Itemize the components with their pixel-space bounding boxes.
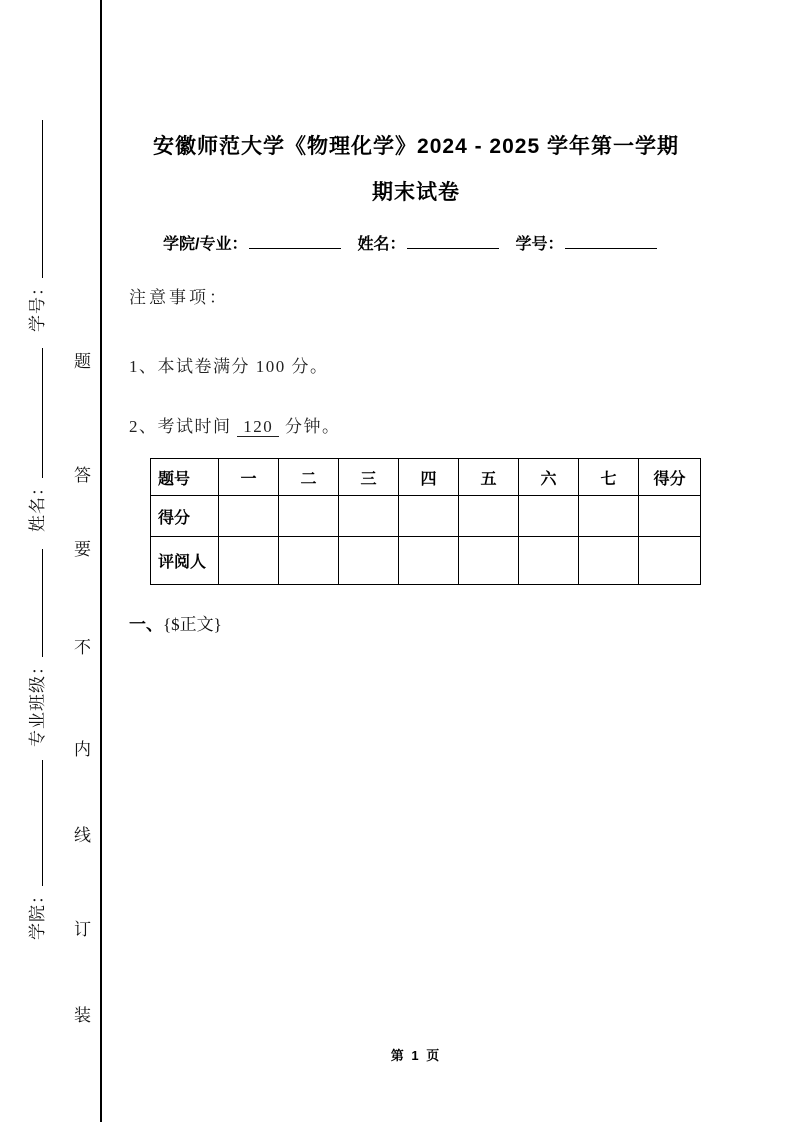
score-cell: [459, 496, 519, 537]
binding-field-college-blank: [29, 760, 43, 886]
binding-char: 答: [74, 466, 91, 485]
score-table-header-cell: 五: [459, 459, 519, 496]
binding-char: 订: [74, 920, 91, 939]
binding-field-name: [28, 340, 48, 532]
binding-field-college: [28, 752, 48, 940]
score-table-header-cell: 一: [219, 459, 279, 496]
binding-field-college-label: 学院：: [28, 886, 47, 940]
binding-field-class-label: 专业班级：: [28, 657, 47, 747]
notice-heading: 注意事项：: [129, 288, 229, 307]
section-1-numeral: 一、: [129, 615, 163, 634]
score-table-header-cell: 六: [519, 459, 579, 496]
notice-item-2-prefix: 2、考试时间: [129, 417, 232, 436]
score-cell: [279, 496, 339, 537]
score-table-header-cell: 题号: [151, 459, 219, 496]
binding-char: 不: [74, 638, 91, 657]
page-number: 第 1 页: [390, 1048, 442, 1063]
notice-item-2: [129, 412, 341, 437]
reviewer-cell: [279, 537, 339, 585]
score-table-header-cell: 七: [579, 459, 639, 496]
section-1-placeholder: {$正文}: [163, 615, 222, 634]
score-table-reviewer-row: [151, 537, 701, 585]
exam-title-line-2: 期末试卷: [372, 181, 460, 204]
binding-char: 线: [74, 826, 91, 845]
score-cell: [339, 496, 399, 537]
reviewer-cell: [519, 537, 579, 585]
reviewer-row-label: 评阅人: [151, 537, 219, 585]
binding-line: [100, 0, 102, 1122]
name-blank: [407, 233, 499, 249]
score-table-header-cell: 得分: [639, 459, 701, 496]
student-info-form: [163, 231, 657, 254]
binding-field-student-id-label: 学号：: [28, 278, 47, 332]
binding-field-name-blank: [29, 348, 43, 478]
college-major-label: 学院/专业：: [163, 236, 248, 253]
score-table-header-cell: 三: [339, 459, 399, 496]
notice-item-1: 1、本试卷满分 100 分。: [129, 357, 329, 376]
notice-item-2-suffix: 分钟。: [285, 417, 341, 436]
binding-field-class-blank: [29, 549, 43, 657]
reviewer-cell: [579, 537, 639, 585]
binding-char: 题: [74, 352, 91, 371]
binding-char: 装: [74, 1006, 91, 1025]
score-cell: [579, 496, 639, 537]
score-cell: [399, 496, 459, 537]
reviewer-cell: [459, 537, 519, 585]
binding-char: 要: [74, 540, 91, 559]
score-cell: [219, 496, 279, 537]
exam-title-line-1: 安徽师范大学《物理化学》2024 - 2025 学年第一学期: [153, 135, 679, 158]
student-id-label: 学号：: [515, 236, 564, 253]
binding-field-class: [28, 542, 48, 747]
score-cell: [519, 496, 579, 537]
score-cell: [639, 496, 701, 537]
section-1-heading: [129, 610, 222, 635]
reviewer-cell: [399, 537, 459, 585]
binding-field-student-id-blank: [29, 120, 43, 278]
reviewer-cell: [639, 537, 701, 585]
reviewer-cell: [339, 537, 399, 585]
score-table-header-row: [151, 459, 701, 496]
score-table-score-row: [151, 496, 701, 537]
score-table-header-cell: 四: [399, 459, 459, 496]
binding-char: 内: [74, 740, 91, 759]
binding-field-student-id: [28, 112, 48, 332]
reviewer-cell: [219, 537, 279, 585]
college-major-blank: [249, 233, 341, 249]
score-table-header-cell: 二: [279, 459, 339, 496]
exam-duration-value: 120: [237, 417, 279, 437]
score-row-label: 得分: [151, 496, 219, 537]
name-label: 姓名：: [357, 236, 406, 253]
score-table: [150, 458, 701, 585]
binding-field-name-label: 姓名：: [28, 478, 47, 532]
student-id-blank: [565, 233, 657, 249]
